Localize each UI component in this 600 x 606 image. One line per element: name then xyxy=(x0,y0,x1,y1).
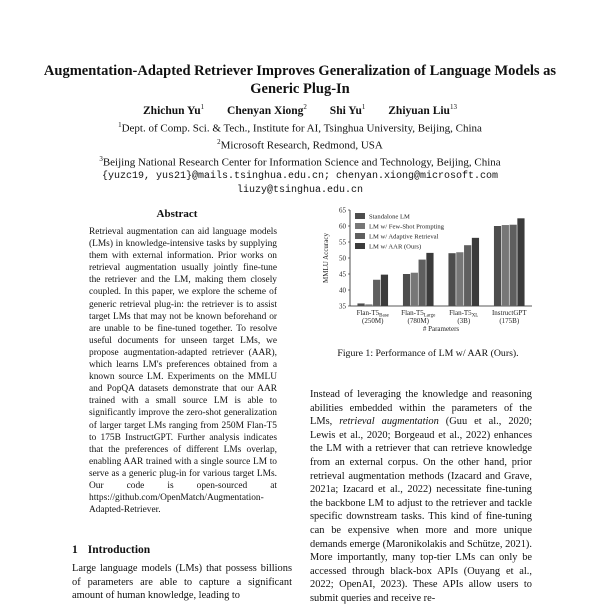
bar xyxy=(456,252,463,306)
legend-label: Standalone LM xyxy=(369,213,410,221)
y-tick-label: 40 xyxy=(339,286,346,295)
bar xyxy=(517,218,524,306)
bar xyxy=(365,304,372,306)
x-tick-label: (3B) xyxy=(457,317,471,325)
legend-swatch xyxy=(355,243,365,249)
legend-label: LM w/ Adaptive Retrieval xyxy=(369,233,439,241)
legend-swatch xyxy=(355,233,365,239)
figure-caption: Figure 1: Performance of LM w/ AAR (Ours). xyxy=(337,348,519,359)
figure-1-chart xyxy=(318,200,536,350)
abstract-heading: Abstract xyxy=(156,208,198,220)
bar xyxy=(357,303,364,306)
y-tick-label: 55 xyxy=(339,238,346,247)
bar xyxy=(403,274,410,306)
y-axis-label: MMLU Accuracy xyxy=(322,233,330,283)
x-tick-label: InstructGPT xyxy=(491,309,527,317)
affiliation: $^3$Beijing National Research Center for Information Science and Technology, Beijing, China xyxy=(99,155,501,169)
x-tick-label: Flan-$T5_{Base}$ xyxy=(356,309,389,319)
bar xyxy=(448,253,455,306)
x-tick-label: (780M) xyxy=(407,317,429,325)
y-tick-label: 65 xyxy=(339,206,346,215)
legend-swatch xyxy=(355,213,365,219)
bar xyxy=(472,238,479,306)
bar xyxy=(502,225,509,306)
y-tick-label: 50 xyxy=(339,254,346,263)
y-tick-label: 35 xyxy=(339,302,346,311)
section-heading xyxy=(72,544,150,556)
italic-term: retrieval augmentation xyxy=(339,416,439,428)
bar xyxy=(464,245,471,306)
bar xyxy=(381,275,388,306)
x-tick-label: Flan-$T5_{Large}$ xyxy=(401,309,436,319)
author: Chenyan Xiong$^2$ xyxy=(227,103,307,117)
author: Zhiyuan Liu$^{13}$ xyxy=(388,103,457,117)
affiliation: $^2$Microsoft Research, Redmond, USA xyxy=(217,138,383,152)
affiliations xyxy=(40,119,560,197)
x-tick-label: (175B) xyxy=(499,317,520,325)
bar xyxy=(510,225,517,306)
bar xyxy=(373,280,380,306)
legend-label: LM w/ AAR (Ours) xyxy=(369,243,422,251)
email-line: liuzy@tsinghua.edu.cn xyxy=(236,184,364,196)
bar xyxy=(426,253,433,306)
affiliation: $^1$Dept. of Comp. Sci. & Tech., Institute for AI, Tsinghua University, Beijing, China xyxy=(118,121,482,135)
legend-swatch xyxy=(355,223,365,229)
right-column-text: Instead of leveraging the knowledge and reasoning abilities embedded within the parameters of the LMs, retrieval augmentation (Guu et al., 2020; Lewis et al., 2020; Borgeaud et al., 2022) enhances the LM with a retriever that can retrieve knowledge from an external corpus. On the other hand, prior retrieval augmentation methods (Izacard and Grave, 2021a; Izacard et al., 2022) necessitate fine-tuning the backbone LM to adjust to the retriever and tackle specific downstream tasks. This kind of fine-tuning can be expensive when more and more unique demands emerge (Maronikolakis and Schütze, 2021). More importantly, many top-tier LMs can only be accessed through black-box APIs (Ouyang et al., 2022; OpenAI, 2023). These APIs allow users to submit queries and receive re- xyxy=(310,389,533,604)
y-tick-label: 60 xyxy=(339,222,346,231)
bar xyxy=(411,273,418,306)
section-title: Introduction xyxy=(87,544,151,556)
x-tick-label: Flan-$T5_{XL}$ xyxy=(449,309,479,319)
bar-chart xyxy=(318,200,536,350)
y-tick-label: 45 xyxy=(339,270,346,279)
x-axis-label: # Parameters xyxy=(422,325,460,333)
introduction-text: Large language models (LMs) that possess billions of parameters are able to capture a significant amount of human knowledge, leading to xyxy=(72,563,292,602)
author-list xyxy=(40,103,560,117)
bar xyxy=(494,226,501,306)
abstract-text: Retrieval augmentation can aid language models (LMs) in knowledge-intensive tasks by supplying them with external information. Prior works on retrieval augmentation usually jointly fine-tune the retriever and the LM, making them closely coupled. In this paper, we explore the scheme of generic retrieval plug-in: the retriever is to assist target LMs that may not be known beforehand or are unable to be fine-tuned together. To resolve useful documents for unseen target LMs, we propose augmentation-adapted retriever (AAR), which learns LM's preferences obtained from a known source LM. Experiments on the MMLU and PopQA datasets demonstrate that our AAR trained with a small source LM is able to significantly improve the zero-shot generalization of larger target LMs ranging from 250M Flan-T5 to 175B InstructGPT. Further analysis indicates that the preferences of different LMs overlap, enabling AAR trained with a single source LM to serve as a generic plug-in for various target LMs. Our code is open-sourced at https://github.com/OpenMatch/Augmentation-Adapted-Retriever. xyxy=(89,227,277,516)
legend-label: LM w/ Few-Shot Prompting xyxy=(369,223,444,231)
author: Shi Yu$^1$ xyxy=(329,103,366,117)
x-tick-label: (250M) xyxy=(362,317,384,325)
bar xyxy=(419,260,426,306)
email-line: {yuzc19, yus21}@mails.tsinghua.edu.cn; chenyan.xiong@microsoft.com xyxy=(101,171,499,183)
author: Zhichun Yu$^1$ xyxy=(143,103,205,117)
paper-title: Augmentation-Adapted Retriever Improves Generalization of Language Models as Generic Plug-In xyxy=(43,63,557,97)
section-number: 1 xyxy=(72,544,78,556)
